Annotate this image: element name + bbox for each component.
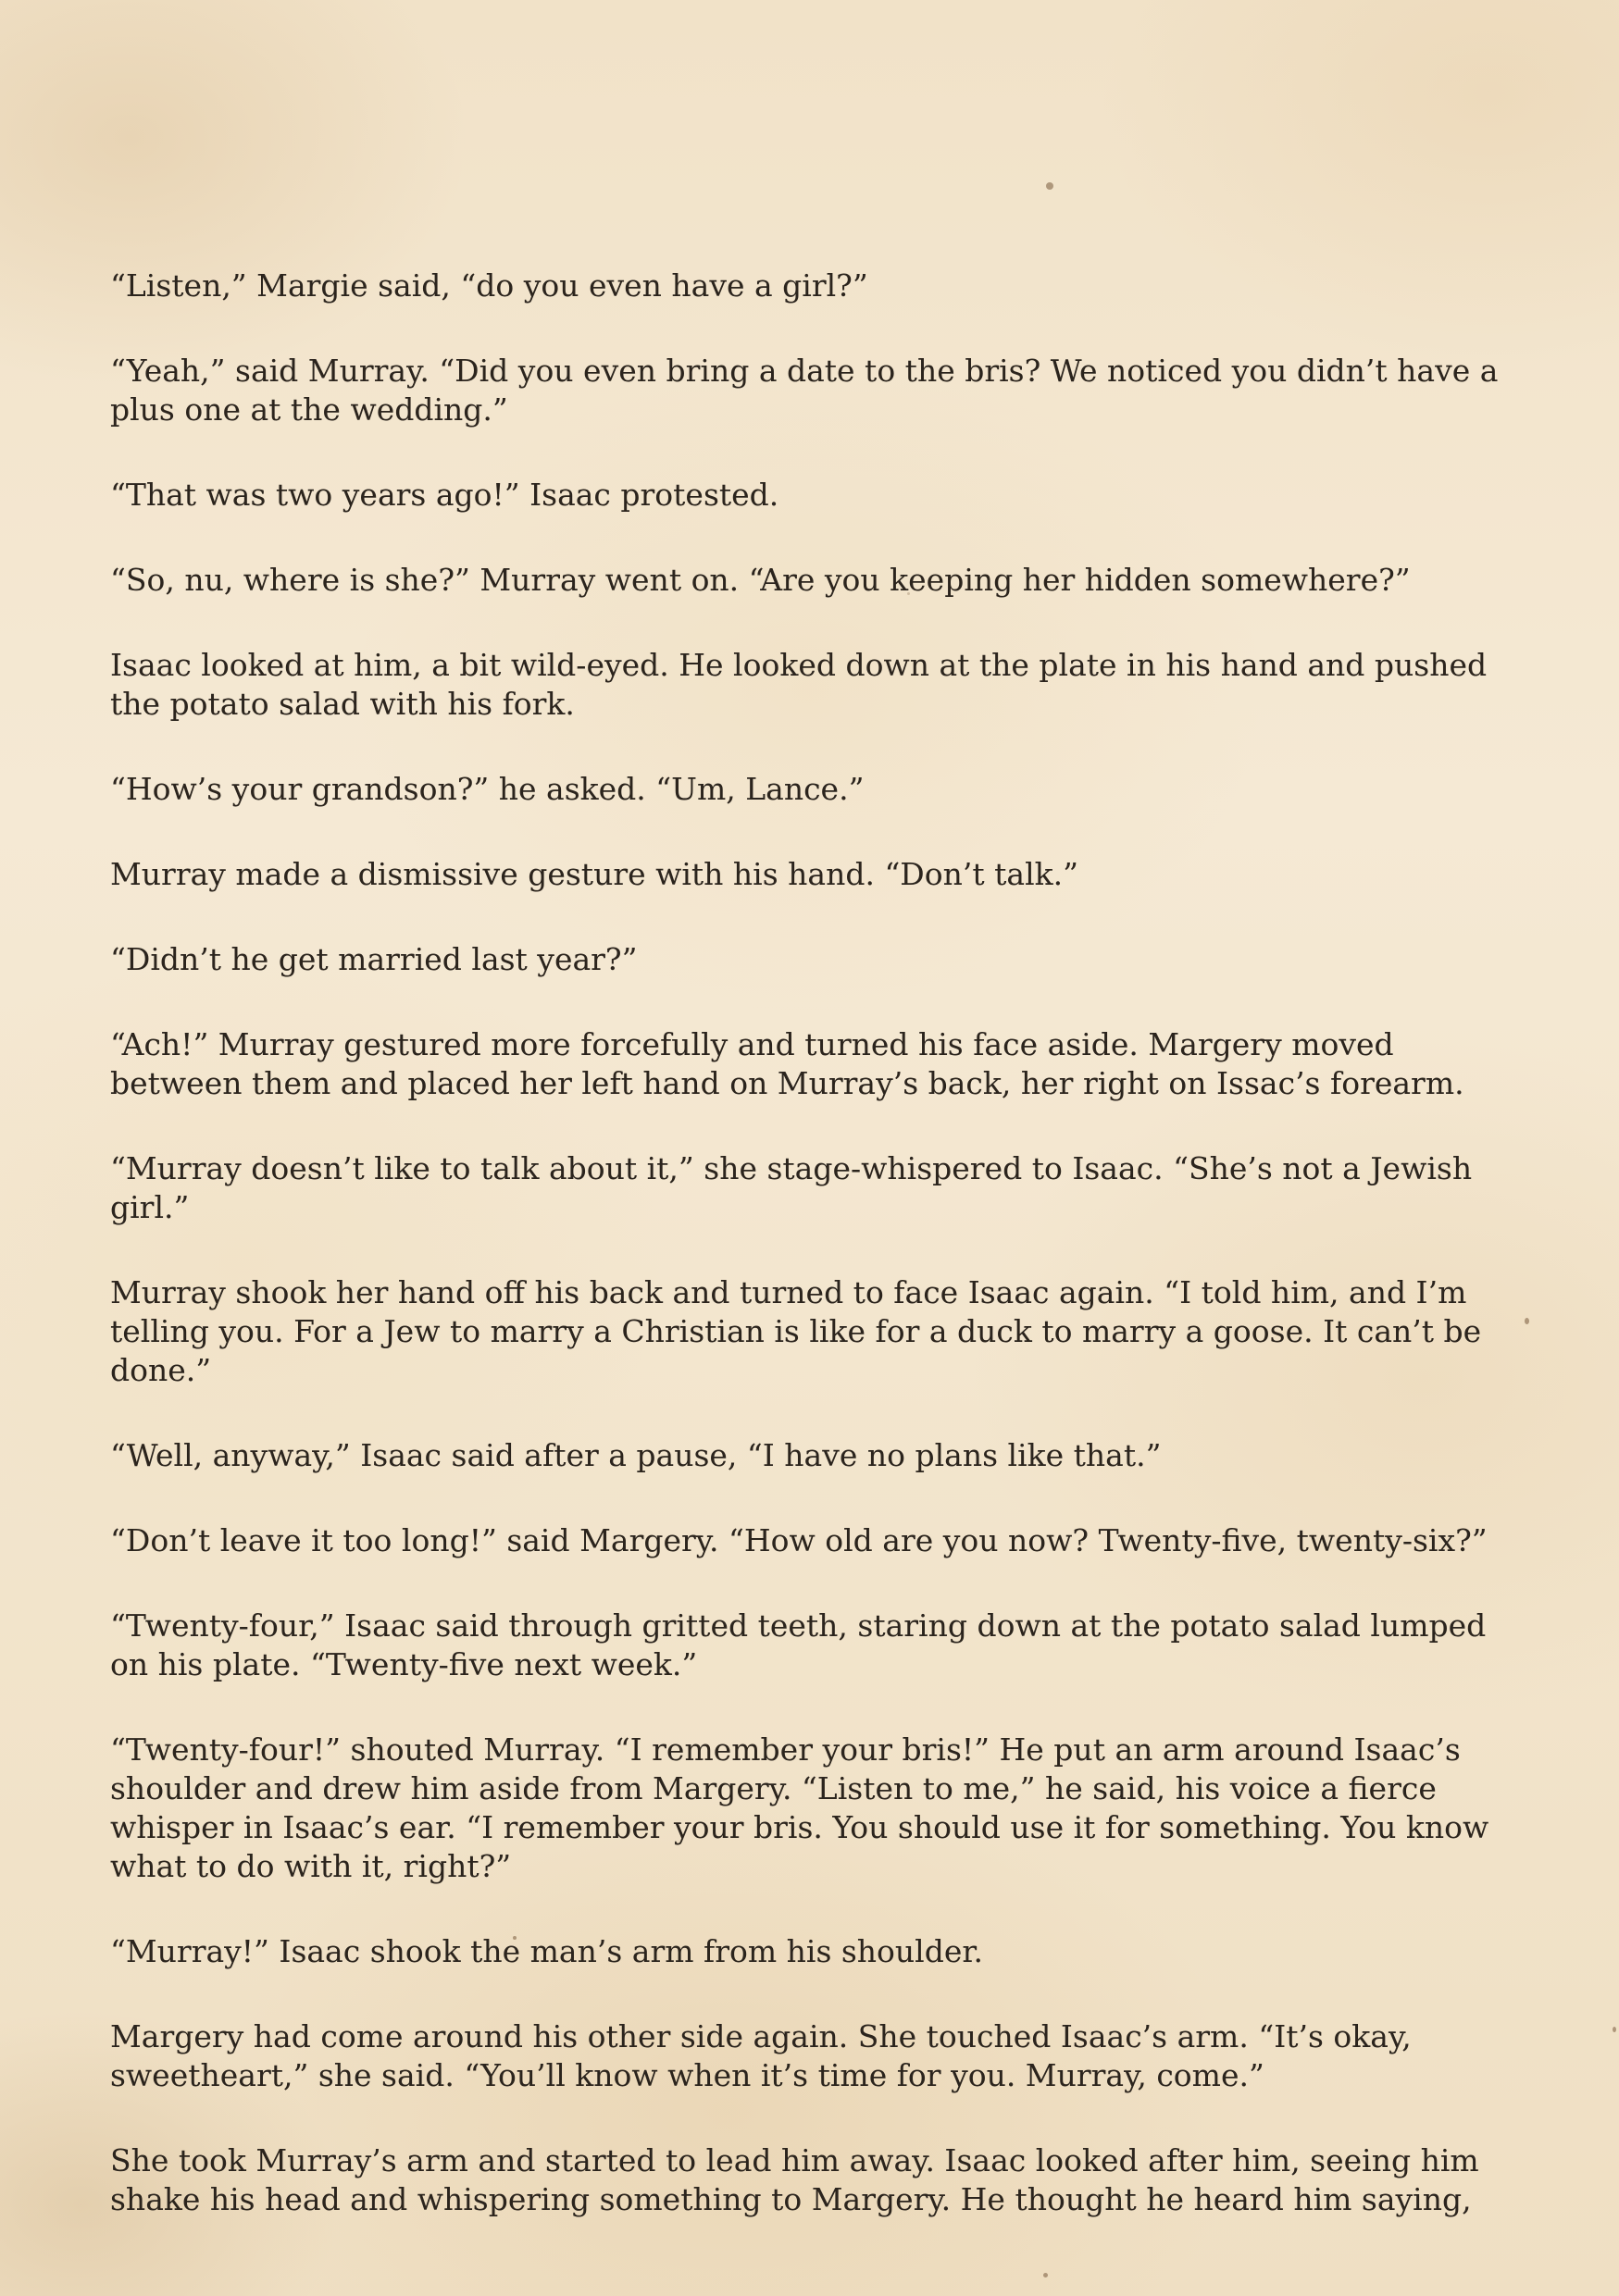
paragraph: “Murray doesn’t like to talk about it,” she stage-whispered to Isaac. “She’s not a Jewish girl.” xyxy=(110,1150,1473,1225)
paper-speck xyxy=(1613,2027,1616,2032)
paragraph: “Listen,” Margie said, “do you even have a girl?” xyxy=(110,267,868,304)
paragraph: She took Murray’s arm and started to lead him away. Isaac looked after him, seeing him shake his head and whispering something to Margery. He thought he heard him saying, xyxy=(110,2142,1479,2217)
document-body xyxy=(110,267,1517,2265)
paragraph: Isaac looked at him, a bit wild-eyed. He looked down at the plate in his hand and pushed the potato salad with his fork. xyxy=(110,647,1488,722)
paragraph: Margery had come around his other side again. She touched Isaac’s arm. “It’s okay, sweetheart,” she said. “You’ll know when it’s time for you. Murray, come.” xyxy=(110,2018,1412,2093)
paper-speck xyxy=(1525,1318,1529,1324)
paper-speck xyxy=(1043,2273,1048,2277)
paragraph: “Murray!” Isaac shook the man’s arm from his shoulder. xyxy=(110,1933,984,1969)
paragraph: “That was two years ago!” Isaac protested. xyxy=(110,477,779,513)
paragraph: “Don’t leave it too long!” said Margery. “How old are you now? Twenty-five, twenty-six?” xyxy=(110,1522,1488,1558)
paragraph: Murray made a dismissive gesture with his hand. “Don’t talk.” xyxy=(110,856,1078,892)
paragraph: “How’s your grandson?” he asked. “Um, Lance.” xyxy=(110,771,865,807)
paragraph: Murray shook her hand off his back and turned to face Isaac again. “I told him, and I’m telling you. For a Jew to marry a Christian is like for a duck to marry a goose. It can’t be done.” xyxy=(110,1274,1482,1388)
paper-speck xyxy=(1046,182,1053,190)
paragraph: “Yeah,” said Murray. “Did you even bring a date to the bris? We noticed you didn’t have a plus one at the wedding.” xyxy=(110,353,1499,428)
paragraph: “Twenty-four!” shouted Murray. “I remember your bris!” He put an arm around Isaac’s shoulder and drew him aside from Margery. “Listen to me,” he said, his voice a fierce whisper in Isaac’s ear. “I remember your bris. You should use it for something. You know what to do with it, right?” xyxy=(110,1731,1489,1884)
paragraph: “Twenty-four,” Isaac said through gritted teeth, staring down at the potato salad lumped on his plate. “Twenty-five next week.” xyxy=(110,1607,1487,1682)
paragraph: “Well, anyway,” Isaac said after a pause, “I have no plans like that.” xyxy=(110,1437,1162,1473)
paragraph: “So, nu, where is she?” Murray went on. “Are you keeping her hidden somewhere?” xyxy=(110,562,1411,598)
paragraph: “Ach!” Murray gestured more forcefully and turned his face aside. Margery moved between them and placed her left hand on Murray’s back, her right on Issac’s forearm. xyxy=(110,1026,1464,1101)
paragraph: “Didn’t he get married last year?” xyxy=(110,941,638,977)
